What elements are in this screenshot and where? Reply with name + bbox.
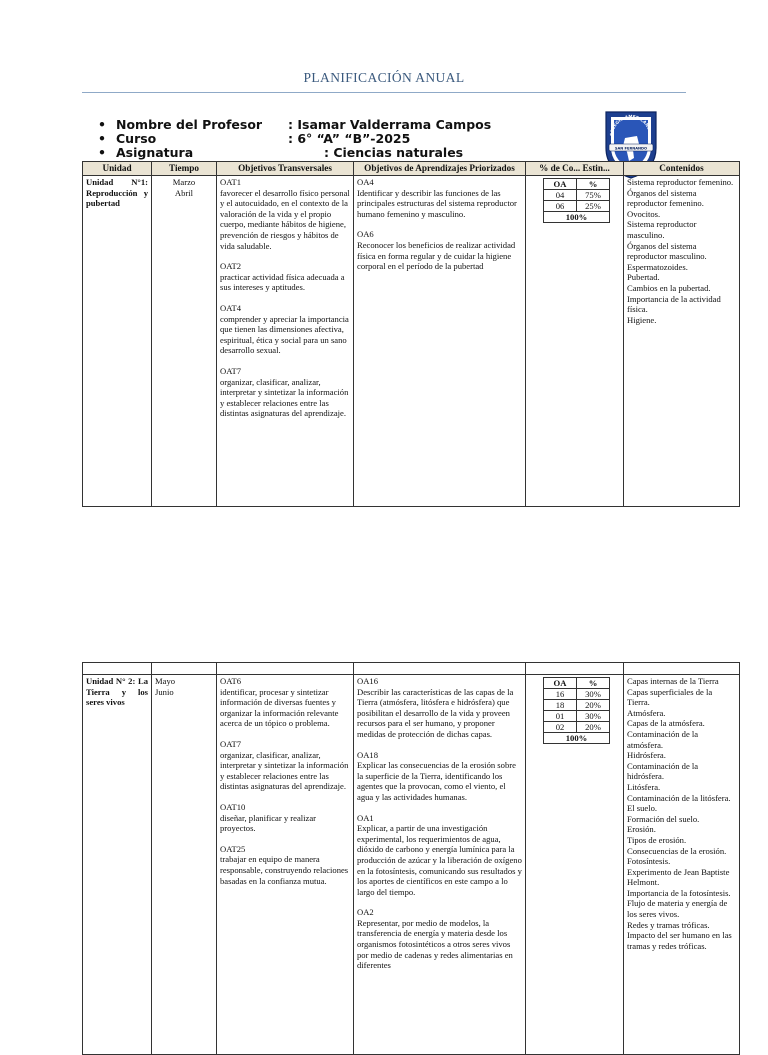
content-item: Contaminación de la atmósfera.: [627, 728, 699, 750]
oat-code: OAT10: [220, 801, 246, 812]
oa-code: OA6: [357, 229, 374, 240]
oa-code: OA1: [357, 812, 374, 823]
oa-code: OA2: [357, 907, 374, 918]
info-row-teacher: [98, 118, 491, 132]
oa-percent: 30%: [577, 689, 610, 700]
oa-text: Reconocer los beneficios de realizar actividad física en forma regular y de cuidar la higiene corporal en el período de la pubertad: [357, 239, 516, 272]
oa-code: OA16: [357, 676, 379, 686]
content-item: Capas de la atmósfera.: [627, 718, 705, 729]
oa-text: Explicar, a partir de una investigación experimental, los requerimientos de agua, dióxido de carbono y energía lumínica para la producción de azúcar y la liberación de oxígeno en la fotosíntesis, comunicando sus resultados y los aportes de científicos en este campo a lo largo del tiempo.: [357, 823, 522, 897]
pct-col-header: %: [577, 678, 610, 689]
oat-cell: [217, 675, 354, 1055]
oa-item: [357, 676, 522, 740]
pct-total: 100%: [544, 733, 610, 744]
oa-cell: [354, 176, 526, 507]
oa-number: 02: [544, 722, 577, 733]
content-item: Órganos del sistema reproductor masculino.: [627, 240, 707, 262]
content-item: Atmósfera.: [627, 707, 666, 718]
plan-table-unit-2: [82, 662, 740, 1055]
content-item: Sistema reproductor masculino.: [627, 219, 697, 240]
oa-text: Explicar las consecuencias de la erosión sobre la superficie de la Tierra, identificando los agentes que la provocan, como el viento, el agua y las actividades humanas.: [357, 760, 516, 802]
oat-text: diseñar, planificar y realizar proyectos.: [220, 812, 317, 834]
oa-col-header: OA: [544, 179, 577, 190]
oa-text: Identificar y describir las funciones de las principales estructuras del sistema reproductor humano femenino y masculino.: [357, 187, 517, 219]
content-item: Impacto del ser humano en las tramas y redes tróficas.: [627, 930, 732, 951]
content-item: Ovocitos.: [627, 208, 661, 219]
oat-code: OAT2: [220, 261, 242, 272]
oa-percent: 20%: [577, 722, 610, 733]
oa-number: 18: [544, 700, 577, 711]
oa-item: [357, 229, 522, 271]
info-value: : Isamar Valderrama Campos: [288, 117, 492, 132]
oat-text: organizar, clasificar, analizar, interpretar y sintetizar la información y establecer relaciones entre las distintas asignaturas del aprendizaje.: [220, 749, 349, 792]
oa-percent: 75%: [577, 190, 610, 201]
header-pct: % de Co... Estin...: [526, 162, 624, 176]
title-divider: [82, 92, 686, 93]
oa-weight-table: [543, 178, 610, 223]
content-item: Fotosíntesis.: [627, 856, 671, 867]
empty-cell: [83, 663, 152, 675]
content-item: Órganos del sistema reproductor femenino.: [627, 187, 704, 209]
empty-cell: [152, 663, 217, 675]
content-item: Tipos de erosión.: [627, 834, 687, 845]
content-item: Importancia de la fotosíntesis.: [627, 887, 731, 898]
content-item: Experimento de Jean Baptiste Helmont.: [627, 866, 730, 888]
empty-cell: [624, 663, 740, 675]
oa-percent: 25%: [577, 201, 610, 212]
content-item: Flujo de materia y energía de los seres vivos.: [627, 898, 728, 920]
content-item: Espermatozoides.: [627, 261, 688, 272]
unit-name: Unidad N° 2: La Tierra y los seres vivos: [83, 675, 152, 1055]
content-item: Formación del suelo.: [627, 813, 700, 824]
pct-cell: [526, 176, 624, 507]
oat-text: identificar, procesar y sintetizar información de diversas fuentes y organizar la información relevante acerca de un tópico o problema.: [220, 686, 339, 729]
oat-text: practicar actividad física adecuada a sus intereses y aptitudes.: [220, 271, 345, 293]
plan-table-unit-1: [82, 161, 740, 507]
header-oa: Objetivos de Aprendizajes Priorizados: [354, 162, 526, 176]
pct-total: 100%: [544, 212, 610, 223]
oat-code: OAT4: [220, 302, 242, 313]
unit-time: [152, 176, 217, 507]
content-item: Consecuencias de la erosión.: [627, 845, 727, 856]
oa-item: [357, 177, 522, 219]
bullet-icon: •: [98, 145, 106, 160]
oa-weight-table: [543, 677, 610, 744]
info-value: : 6° “A” “B”-2025: [288, 131, 411, 146]
info-row-course: [98, 132, 491, 146]
oat-item: [220, 366, 350, 419]
pct-col-header: %: [577, 179, 610, 190]
oat-item: [220, 844, 350, 886]
bullet-icon: •: [98, 131, 106, 146]
month: Marzo: [172, 177, 196, 187]
month: Junio: [155, 686, 174, 697]
table-row: [83, 176, 740, 507]
empty-cell: [217, 663, 354, 675]
header-contenidos: Contenidos: [624, 162, 740, 176]
table-row: [83, 675, 740, 1055]
oat-code: OAT7: [220, 738, 242, 749]
header-tiempo: Tiempo: [152, 162, 217, 176]
bullet-icon: •: [98, 117, 106, 132]
content-item: Higiene.: [627, 314, 657, 325]
table-empty-header-row: [83, 663, 740, 675]
oa-text: Describir las características de las capas de la Tierra (atmósfera, litósfera e hidrósfera) que posibilitan el desarrollo de la vida y proveen recursos para el ser humano, y proponer medidas de protección de dichas capas.: [357, 686, 514, 739]
oat-item: [220, 177, 350, 251]
info-label: Nombre del Profesor: [116, 117, 263, 132]
oat-text: organizar, clasificar, analizar, interpretar y sintetizar la información y establecer relaciones entre las distintas asignaturas del aprendizaje.: [220, 376, 349, 419]
content-item: Capas internas de la Tierra: [627, 676, 719, 686]
oa-number: 04: [544, 190, 577, 201]
content-item: Cambios en la pubertad.: [627, 282, 711, 293]
unit-name: Unidad N°1: Reproducción y pubertad: [83, 176, 152, 507]
contenidos-cell: [624, 176, 740, 507]
pct-cell: [526, 675, 624, 1055]
info-value: : Ciencias naturales: [324, 145, 464, 160]
oat-code: OAT6: [220, 676, 242, 686]
oa-number: 16: [544, 689, 577, 700]
crest-top-text: COLEGIO AMERICANO: [608, 113, 652, 137]
empty-cell: [526, 663, 624, 675]
oat-text: comprender y apreciar la importancia que tienen las dimensiones afectiva, espiritual, ética y social para un sano desarrollo sexual.: [220, 313, 349, 356]
oa-number: 01: [544, 711, 577, 722]
info-label: Curso: [116, 131, 157, 146]
content-item: Sistema reproductor femenino.: [627, 177, 734, 187]
oa-cell: [354, 675, 526, 1055]
month: Mayo: [155, 676, 176, 686]
contenidos-cell: [624, 675, 740, 1055]
oat-item: [220, 802, 350, 834]
oat-code: OAT25: [220, 843, 246, 854]
oa-text: Representar, por medio de modelos, la transferencia de energía y materia desde los organismos fotosintéticos a otros seres vivos por medio de cadenas y redes alimentarias en diferentes: [357, 917, 513, 971]
header-unidad: Unidad: [83, 162, 152, 176]
oa-code: OA4: [357, 177, 374, 187]
content-item: Importancia de la actividad física.: [627, 293, 721, 315]
oat-item: [220, 303, 350, 356]
unit-time: [152, 675, 217, 1055]
info-row-subject: [98, 146, 491, 160]
oat-item: [220, 261, 350, 293]
oa-item: [357, 750, 522, 803]
content-item: Contaminación de la litósfera.: [627, 792, 731, 803]
oat-item: [220, 676, 350, 729]
header-oat: Objetivos Transversales: [217, 162, 354, 176]
oat-cell: [217, 176, 354, 507]
page-title: PLANIFICACIÓN ANUAL: [303, 70, 465, 85]
crest-ribbon-text: SAN FERNANDO: [614, 146, 648, 151]
oat-text: favorecer el desarrollo físico personal y el autocuidado, en el contexto de la valoración de la vida y el propio cuerpo, mediante hábitos de higiene, prevención de riesgos y hábitos de vida saludable.: [220, 187, 350, 251]
oa-item: [357, 907, 522, 971]
oa-col-header: OA: [544, 678, 577, 689]
content-item: Contaminación de la hidrósfera.: [627, 760, 699, 782]
oat-text: trabajar en equipo de manera responsable, construyendo relaciones basadas en la confianza mutua.: [220, 854, 349, 886]
oat-code: OAT1: [220, 177, 242, 187]
month: Abril: [174, 187, 194, 198]
content-item: El suelo.: [627, 803, 658, 814]
oat-item: [220, 739, 350, 792]
oa-item: [357, 813, 522, 898]
content-item: Redes y tramas tróficas.: [627, 919, 710, 930]
table-header-row: [83, 162, 740, 176]
content-item: Capas superficiales de la Tierra.: [627, 686, 713, 708]
oa-code: OA18: [357, 749, 379, 760]
course-info-list: [98, 118, 491, 160]
oa-number: 06: [544, 201, 577, 212]
oa-percent: 20%: [577, 700, 610, 711]
content-item: Hidrósfera.: [627, 750, 666, 761]
empty-cell: [354, 663, 526, 675]
content-item: Erosión.: [627, 824, 656, 835]
info-label: Asignatura: [116, 145, 194, 160]
oat-code: OAT7: [220, 365, 242, 376]
content-item: Pubertad.: [627, 272, 660, 283]
content-item: Litósfera.: [627, 781, 661, 792]
oa-percent: 30%: [577, 711, 610, 722]
